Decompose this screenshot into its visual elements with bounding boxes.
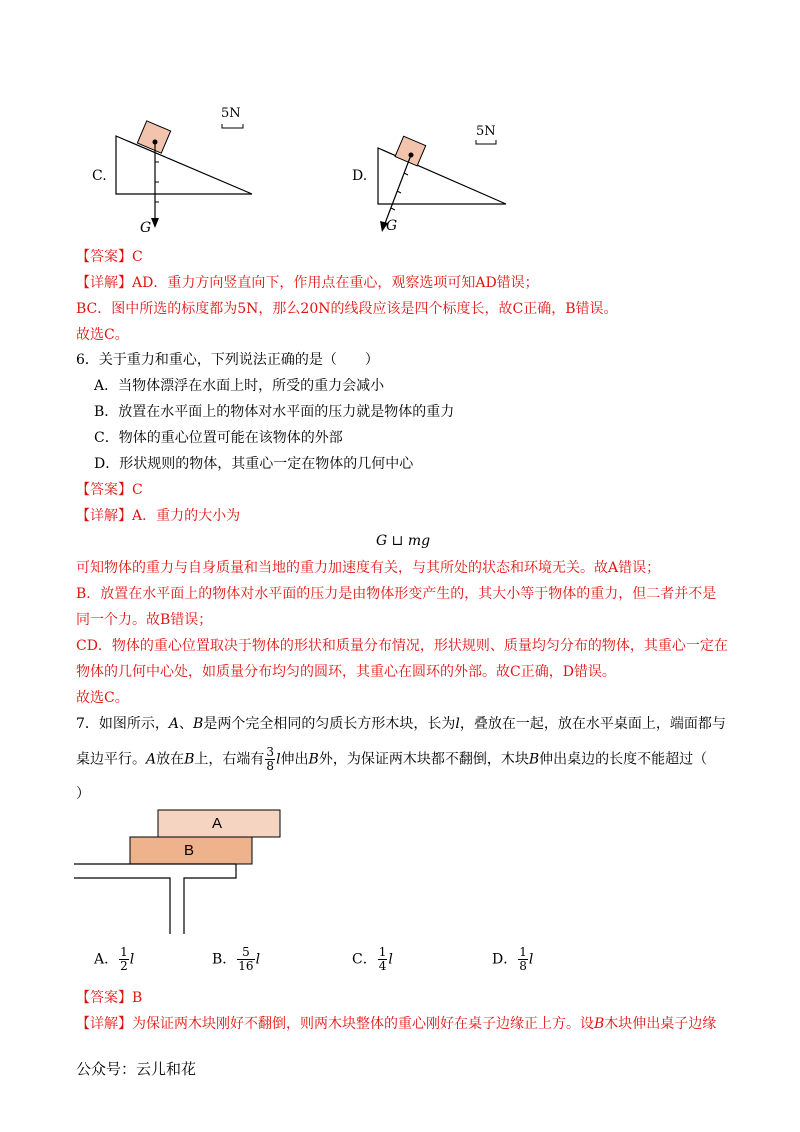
- q7-option-c-num: 1: [378, 945, 387, 959]
- q7-block-b-label: B: [184, 842, 195, 859]
- q7-option-c: [352, 946, 393, 973]
- q6-answer: 【答案】C: [76, 482, 143, 498]
- q7-option-c-var: l: [388, 951, 393, 968]
- q6-conclusion: 故选C。: [76, 690, 129, 706]
- q6-detail-a-text: A．重力的大小为: [132, 508, 241, 524]
- q6-detail-a2: 可知物体的重力与自身质量和当地的重力加速度有关，与其所处的状态和环境无关。故A错误；: [76, 560, 661, 576]
- q7-stem-1g: ，叠放在一起，放在水平桌面上，端面都与: [459, 716, 726, 732]
- q7-option-d-den: 8: [519, 959, 527, 973]
- figure-d-diagram: [348, 122, 518, 240]
- q6-option-d: D．形状规则的物体，其重心一定在物体的几何中心: [94, 456, 414, 472]
- q7-stem-2c: 放在: [156, 751, 185, 768]
- q7-stem-2g: 伸出: [280, 751, 309, 768]
- q7-option-a-num: 1: [120, 945, 128, 959]
- q7-stem-2a: 桌边平行。: [76, 751, 146, 768]
- footer-text: 公众号：云儿和花: [76, 1060, 197, 1078]
- q7-option-b-num: 5: [237, 946, 254, 960]
- q7-block-a-label: A: [212, 815, 223, 832]
- q7-stem-2d: B: [184, 751, 195, 768]
- q7-option-b: [212, 946, 260, 973]
- q6-option-a: A．当物体漂浮在水面上时，所受的重力会减小: [94, 378, 385, 394]
- figure-c-diagram: [88, 110, 268, 240]
- q7-stem-1e: 是两个完全相同的匀质长方形木块，长为: [203, 716, 456, 732]
- q7-option-c-fraction: [378, 946, 388, 973]
- q6-formula: G ⊔ mg: [376, 533, 431, 549]
- q7-stem-1a: 7．如图所示，: [76, 716, 169, 732]
- q6-detail-cd1: CD．物体的重心位置取决于物体的形状和质量分布情况，形状规则、质量均匀分布的物体，其重心一定在: [76, 638, 728, 654]
- q7-option-d-num: 1: [519, 945, 527, 959]
- figure-c-label: C.: [92, 168, 107, 184]
- q7-stem-fraction: [265, 746, 275, 773]
- q5-detail-1-text: AD．重力方向竖直向下，作用点在重心，观察选项可知AD错误；: [132, 275, 539, 291]
- q7-stem-2j: B: [528, 751, 540, 768]
- q5-detail-tag: 【详解】: [76, 275, 132, 291]
- q7-answer: 【答案】B: [76, 990, 143, 1006]
- figure-d-force-label: G: [386, 218, 398, 234]
- figure-d: [348, 122, 518, 240]
- q7-stem-1b: A: [168, 716, 180, 732]
- q7-option-b-var: l: [255, 951, 261, 968]
- q6-stem: 6．关于重力和重心，下列说法正确的是（ ）: [76, 352, 379, 368]
- q7-figure-diagram: [74, 808, 294, 938]
- q7-option-a-var: l: [129, 951, 135, 968]
- q6-detail-b1: B．放置在水平面上的物体对水平面的压力是由物体形变产生的，其大小等于物体的重力，但二者并不是: [76, 586, 717, 602]
- q7-detail-1b: B: [594, 1016, 605, 1032]
- q7-option-b-den: 16: [238, 959, 254, 973]
- q7-detail-1c: 木块伸出桌子边缘: [604, 1016, 717, 1032]
- q5-answer: 【答案】C: [76, 249, 143, 265]
- q5-conclusion: 故选C。: [76, 327, 129, 343]
- q7-stem-fraction-den: 8: [266, 759, 275, 773]
- figure-d-scale: 5N: [476, 124, 496, 139]
- q7-stem-line-1: [76, 714, 726, 734]
- q7-stem-line-2: [76, 746, 707, 773]
- q6-detail-cd2: 物体的几何中心处，如质量分布均匀的圆环，其重心在圆环的外部。故C正确，D错误。: [76, 664, 616, 680]
- figure-c-scale: 5N: [221, 106, 241, 121]
- figure-c: [88, 106, 268, 240]
- q7-option-d: [492, 946, 533, 973]
- q7-stem-2i: 外，为保证两木块都不翻倒，木块: [318, 751, 529, 768]
- figure-d-label: D.: [352, 168, 368, 184]
- q6-option-b: B．放置在水平面上的物体对水平面的压力就是物体的重力: [94, 404, 455, 420]
- q7-option-b-label: B．: [212, 951, 237, 968]
- q6-option-c: C．物体的重心位置可能在该物体的外部: [94, 430, 343, 446]
- q5-detail-1: [76, 273, 539, 293]
- q7-option-a-den: 2: [120, 959, 128, 973]
- q7-stem-2f: l: [276, 751, 281, 768]
- q7-stem-fraction-num: 3: [266, 745, 275, 759]
- q7-stem-2b: A: [146, 751, 157, 768]
- q7-option-a-label: A．: [94, 951, 119, 968]
- q7-option-c-den: 4: [378, 959, 387, 973]
- q7-figure: [74, 808, 294, 938]
- q7-option-d-label: D．: [492, 951, 518, 968]
- q7-detail-1a: 为保证两木块刚好不翻倒，则两木块整体的重心刚好在桌子边缘正上方。设: [132, 1016, 594, 1032]
- q5-detail-2: BC．图中所选的标度都为5N，那么20N的线段应该是四个标度长，故C正确，B错误。: [76, 301, 618, 317]
- q7-option-d-var: l: [528, 951, 534, 968]
- q7-detail-1: [76, 1014, 716, 1034]
- q7-stem-1c: 、: [179, 716, 194, 732]
- q7-option-b-fraction: [237, 946, 254, 973]
- q6-detail-a: [76, 506, 240, 526]
- q7-option-a: [94, 946, 134, 973]
- q7-stem-line-3: ）: [76, 786, 90, 802]
- q7-stem-2k: 伸出桌边的长度不能超过（: [539, 751, 708, 768]
- q7-option-a-fraction: [119, 946, 129, 973]
- q6-detail-tag: 【详解】: [76, 508, 132, 524]
- q7-option-c-label: C．: [352, 951, 377, 968]
- q7-detail-tag: 【详解】: [76, 1016, 132, 1032]
- q7-stem-2e: 上，右端有: [194, 751, 265, 768]
- q7-option-d-fraction: [518, 946, 528, 973]
- q7-stem-2h: B: [308, 751, 319, 768]
- figure-c-force-label: G: [140, 220, 152, 236]
- q6-detail-b2: 同一个力。故B错误；: [76, 612, 213, 628]
- q7-stem-1d: B: [193, 716, 204, 732]
- q7-stem-1f: l: [455, 716, 460, 732]
